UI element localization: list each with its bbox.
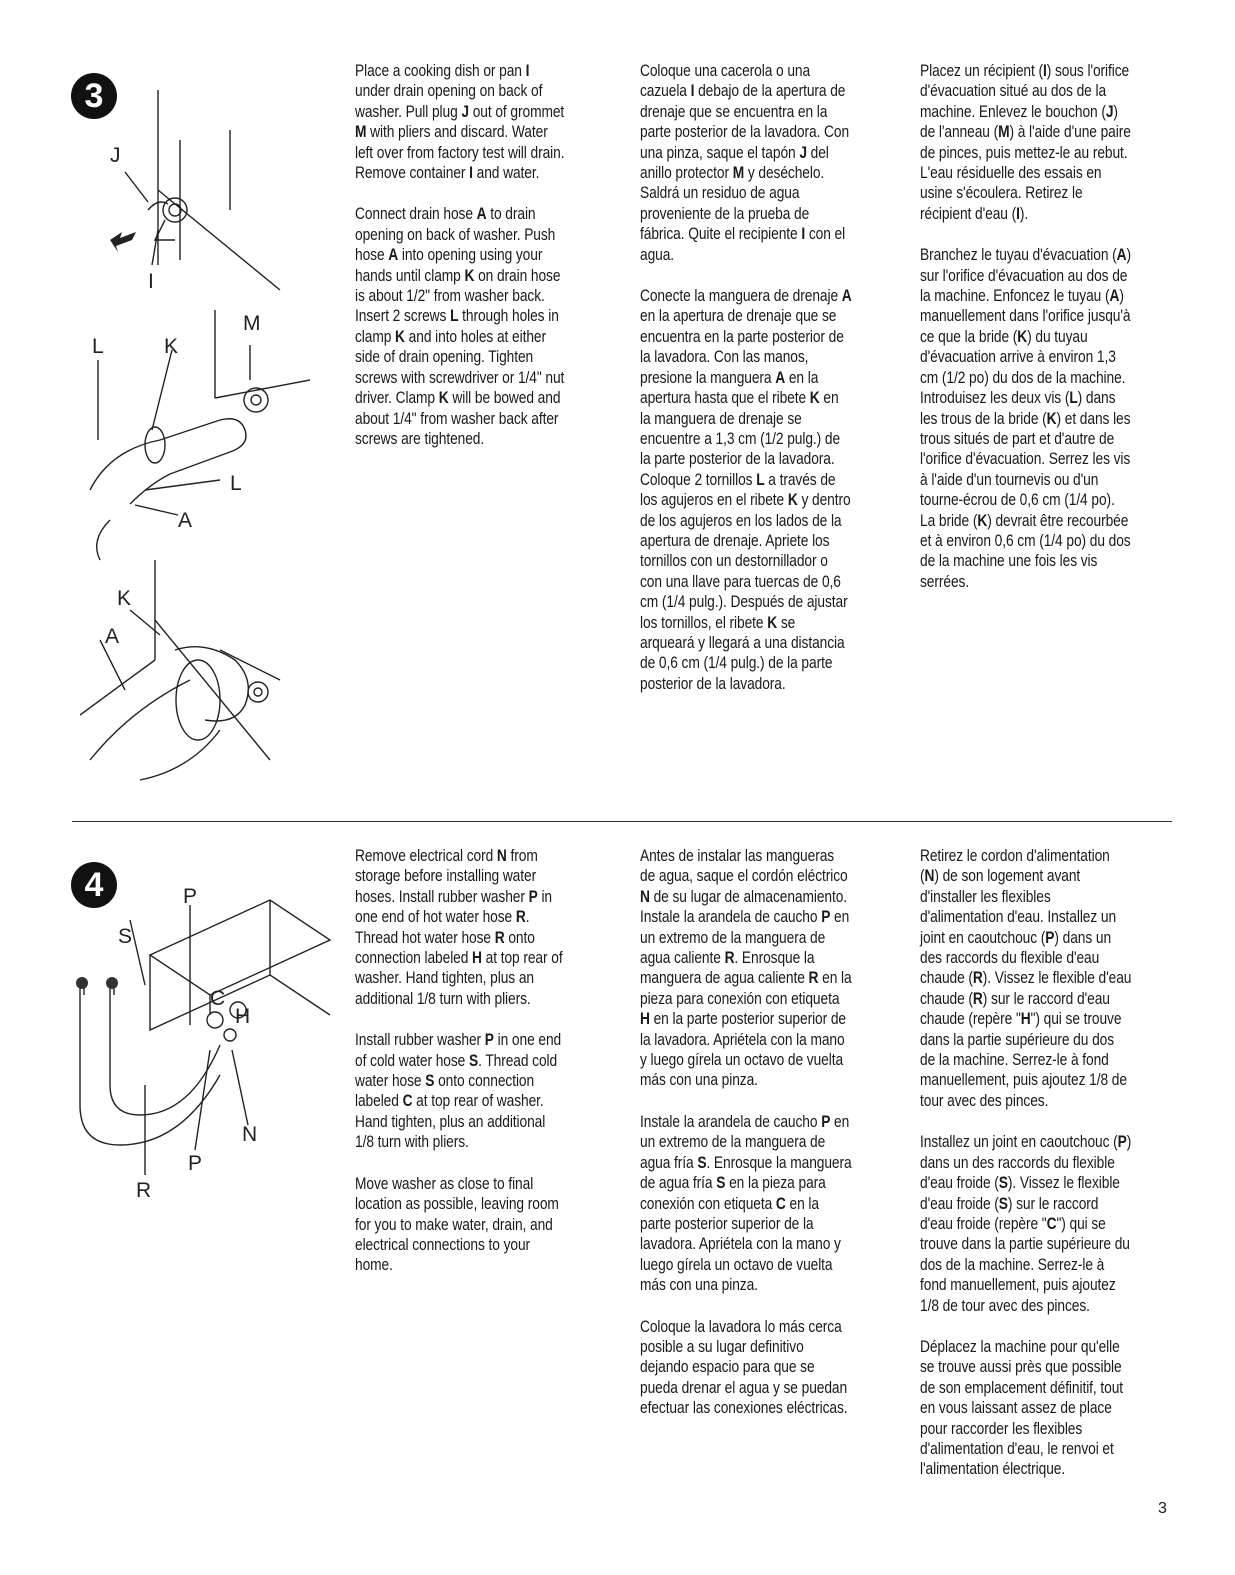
part-reference: M bbox=[732, 164, 745, 183]
part-reference: P bbox=[528, 887, 538, 906]
part-reference: K bbox=[1017, 327, 1028, 346]
step-4-french-text bbox=[920, 846, 1132, 1501]
fig3-label-a-bottom: A bbox=[105, 625, 120, 648]
paragraph: Placez un récipient (I) sous l'orifice d'évacuation situé au dos de la machine. Enlevez le bouchon (J) de l'anneau (M) à l'aide d'une paire de pinces, puis mettez-le au rebut. L'eau résiduelle des essais en usine s'écoulera. Retirez le récipient d'eau (I). bbox=[920, 62, 1131, 223]
step-4-spanish-text bbox=[640, 846, 852, 1440]
part-reference: R bbox=[494, 928, 505, 947]
paragraph: Place a cooking dish or pan I under drain opening on back of washer. Pull plug J out of grommet M with pliers and discard. Water left over from factory test will drain. Remove container I and water. bbox=[355, 62, 565, 183]
fig4-label-r: R bbox=[136, 1179, 152, 1202]
fig4-label-n: N bbox=[242, 1123, 258, 1146]
part-reference: P bbox=[821, 1112, 831, 1131]
part-reference: N bbox=[640, 887, 650, 906]
part-reference: H bbox=[472, 949, 482, 968]
paragraph: Branchez le tuyau d'évacuation (A) sur l'orifice d'évacuation au dos de la machine. Enfoncez le tuyau (A) manuellement dans l'orifice jusqu'à ce que la bride (K) du tuyau d'évacuation arrive à environ 1,3 cm (1/2 po) du dos de la machine. Introduisez les deux vis (L) dans les trous de la bride (K) et dans les trous situés de part et d'autre de l'orifice d'évacuation. Serrez les vis à l'aide d'un tournevis ou d'un tourne-écrou de 0,6 cm (1/4 po). La bride (K) devrait être recourbée et à environ 0,6 cm (1/4 po) du dos de la machine une fois les vis serrées. bbox=[920, 246, 1132, 591]
fig4-label-h: H bbox=[235, 1005, 251, 1028]
paragraph: Installez un joint en caoutchouc (P) dans un des raccords du flexible d'eau froide (S). Vissez le flexible d'eau froide (S) sur le raccord d'eau froide (repère "C") qui se trouve dans la partie supérieure du dos de la machine. Serrez-le à fond manuellement, puis ajoutez 1/8 de tour avec des pinces. bbox=[920, 1133, 1132, 1315]
part-reference: H bbox=[1020, 1010, 1031, 1029]
fig4-label-p-top: P bbox=[183, 885, 198, 908]
fig4-label-p-bottom: P bbox=[188, 1152, 203, 1175]
part-reference: N bbox=[924, 867, 935, 886]
part-reference: R bbox=[972, 969, 983, 988]
fig4-label-c: C bbox=[210, 987, 226, 1010]
part-reference: R bbox=[808, 969, 819, 988]
part-reference: R bbox=[972, 989, 983, 1008]
part-reference: R bbox=[724, 949, 735, 968]
paragraph: Coloque una cacerola o una cazuela I debajo de la apertura de drenaje que se encuentra en la parte posterior de la lavadora. Con una pinza, saque el tapón J del anillo protector M y deséchelo. Saldrá un residuo de agua proveniente de la prueba de fábrica. Quite el recipiente I con el agua. bbox=[640, 62, 850, 264]
fig3-label-k-bottom: K bbox=[117, 587, 132, 610]
part-reference: R bbox=[515, 908, 526, 927]
fig3-label-l-top: L bbox=[92, 335, 104, 358]
part-reference: I bbox=[469, 164, 473, 183]
fig3-label-m: M bbox=[243, 312, 261, 335]
paragraph: Remove electrical cord N from storage before installing water hoses. Install rubber washer P in one end of hot water hose R. Thread hot water hose R onto connection labeled H at top rear of washer. Hand tighten, plus an additional 1/8 turn with pliers. bbox=[355, 847, 563, 1008]
part-reference: I bbox=[801, 225, 806, 244]
part-reference: K bbox=[1046, 409, 1057, 428]
part-reference: H bbox=[640, 1010, 650, 1029]
step-3-figure bbox=[80, 60, 310, 790]
part-reference: M bbox=[998, 123, 1010, 142]
part-reference: A bbox=[775, 368, 786, 387]
part-reference: L bbox=[756, 470, 765, 489]
part-reference: S bbox=[998, 1174, 1008, 1193]
part-reference: I bbox=[690, 82, 695, 101]
step-4-english-text bbox=[355, 846, 567, 1297]
part-reference: J bbox=[799, 143, 807, 162]
part-reference: L bbox=[450, 307, 459, 326]
paragraph: Instale la arandela de caucho P en un extremo de la manguera de agua fría S. Enrosque la manguera de agua fría S en la pieza para conexión con etiqueta C en la parte posterior superior de la lavadora. Apriétela con la mano y luego gírela un octavo de vuelta más con una pinza. bbox=[640, 1112, 852, 1295]
fig4-label-s: S bbox=[118, 925, 133, 948]
part-reference: I bbox=[1016, 204, 1020, 223]
fig3-label-j: J bbox=[110, 144, 121, 167]
paragraph: Coloque la lavadora lo más cerca posible a su lugar definitivo dejando espacio para que se pueda drenar el agua y se puedan efectuar las conexiones eléctricas. bbox=[640, 1317, 848, 1418]
part-reference: A bbox=[388, 246, 399, 265]
paragraph: Conecte la manguera de drenaje A en la apertura de drenaje que se encuentra en la parte posterior de la lavadora. Con las manos, presione la manguera A en la apertura hasta que el ribete K en la manguera de drenaje se encuentre a 1,3 cm (1/2 pulg.) de la parte posterior de la lavadora. Coloque 2 tornillos L a través de los agujeros en el ribete K y dentro de los agujeros en los lados de la apertura de drenaje. Apriete los tornillos con un destornillador o con una llave para tuercas de 0,6 cm (1/4 pulg.). Después de ajustar los tornillos, el ribete K se arqueará y llegará a una distancia de 0,6 cm (1/4 pulg.) de la parte posterior de la lavadora. bbox=[640, 287, 852, 693]
part-reference: N bbox=[496, 847, 507, 865]
part-reference: M bbox=[355, 123, 367, 142]
fig3-label-l-right: L bbox=[230, 472, 242, 495]
part-reference: K bbox=[767, 613, 778, 632]
part-reference: L bbox=[1069, 389, 1078, 408]
step-4-figure bbox=[70, 875, 340, 1215]
step-3-spanish-text bbox=[640, 61, 852, 715]
step-3-badge: 3 bbox=[71, 73, 117, 119]
paragraph: Install rubber washer P in one end of cold water hose S. Thread cold water hose S onto connection labeled C at top rear of washer. Hand tighten, plus an additional 1/8 turn with pliers. bbox=[355, 1031, 562, 1152]
paragraph: Antes de instalar las mangueras de agua, saque el cordón eléctrico N de su lugar de almacenamiento. Instale la arandela de caucho P en un extremo de la manguera de agua caliente R. Enrosque la manguera de agua caliente R en la pieza para conexión con etiqueta H en la parte posterior superior de la lavadora. Apriételа con la mano y luego gírela un octavo de vuelta más con una pinza. bbox=[640, 847, 852, 1090]
part-reference: S bbox=[697, 1153, 707, 1172]
part-reference: P bbox=[1045, 928, 1055, 947]
part-reference: A bbox=[1116, 246, 1127, 265]
part-reference: S bbox=[425, 1072, 435, 1091]
part-reference: K bbox=[809, 389, 820, 408]
step-3-english-text bbox=[355, 61, 567, 470]
part-reference: I bbox=[525, 62, 530, 80]
part-reference: K bbox=[464, 266, 475, 285]
paragraph: Retirez le cordon d'alimentation (N) de son logement avant d'installer les flexibles d'alimentation d'eau. Installez un joint en caoutchouc (P) dans un des raccords du flexible d'eau chaude (R). Vissez le flexible d'eau chaude (R) sur le raccord d'eau chaude (repère "H") qui se trouve dans la partie supérieure du dos de la machine. Serrez-le à fond manuellement, puis ajoutez 1/8 de tour avec des pinces. bbox=[920, 847, 1132, 1110]
part-reference: S bbox=[468, 1051, 479, 1070]
part-reference: K bbox=[395, 327, 405, 346]
part-reference: I bbox=[1042, 62, 1047, 80]
part-reference: S bbox=[716, 1174, 726, 1193]
step-3-french-text bbox=[920, 61, 1132, 613]
step-4-badge: 4 bbox=[71, 862, 117, 908]
part-reference: C bbox=[1046, 1214, 1057, 1233]
section-divider bbox=[72, 821, 1172, 822]
part-reference: J bbox=[1105, 102, 1114, 121]
part-reference: C bbox=[402, 1092, 413, 1111]
part-reference: K bbox=[977, 511, 988, 530]
part-reference: K bbox=[787, 491, 798, 510]
part-reference: S bbox=[998, 1194, 1008, 1213]
part-reference: P bbox=[821, 908, 831, 927]
paragraph: Déplacez la machine pour qu'elle se trouve aussi près que possible de son emplacement définitif, tout en vous laissant assez de place pour raccorder les flexibles d'alimentation d'eau, le renvoi et l'alimentation électrique. bbox=[920, 1337, 1124, 1479]
fig3-label-k-top: K bbox=[164, 335, 179, 358]
part-reference: K bbox=[438, 389, 449, 408]
fig3-label-a-mid: A bbox=[178, 509, 193, 532]
part-reference: J bbox=[461, 102, 469, 121]
part-reference: C bbox=[775, 1194, 786, 1213]
paragraph: Connect drain hose A to drain opening on back of washer. Push hose A into opening using your hands until clamp K on drain hose is about 1/2" from washer back. Insert 2 screws L through holes in clamp K and into holes at either side of drain opening. Tighten screws with screwdriver or 1/4" nut driver. Clamp K will be bowed and about 1/4" from washer back after screws are tightened. bbox=[355, 205, 565, 448]
paragraph: Move washer as close to final location as possible, leaving room for you to make water, drain, and electrical connections to your home. bbox=[355, 1174, 559, 1275]
part-reference: A bbox=[476, 205, 487, 224]
part-reference: P bbox=[1117, 1133, 1127, 1152]
part-reference: A bbox=[1109, 287, 1120, 306]
fig3-label-i: I bbox=[148, 270, 154, 293]
page-number: 3 bbox=[1158, 1500, 1167, 1517]
part-reference: P bbox=[484, 1031, 494, 1050]
part-reference: A bbox=[841, 287, 852, 306]
